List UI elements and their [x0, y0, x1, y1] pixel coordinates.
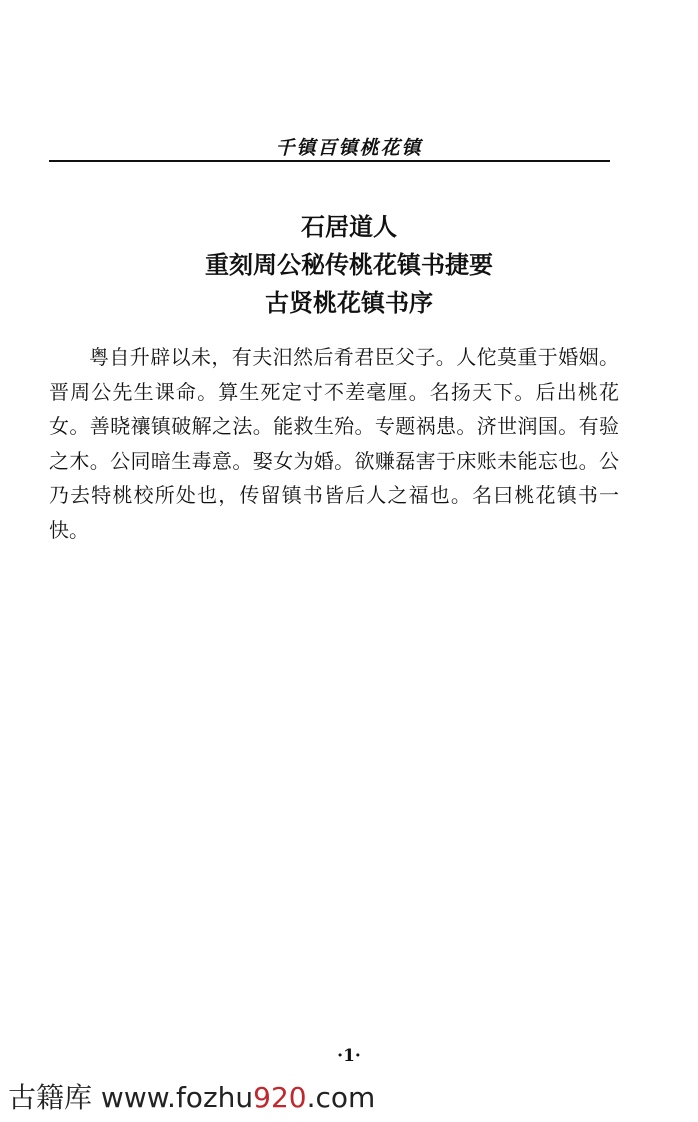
body-text: [49, 340, 619, 547]
page-number: ·1·: [337, 1046, 361, 1066]
watermark-url-digits: 920: [253, 1081, 307, 1114]
watermark: [8, 1076, 375, 1116]
title-block: [0, 208, 698, 322]
watermark-url-suffix: .com: [306, 1081, 376, 1114]
title-line-preface: 古贤桃花镇书序: [265, 289, 433, 317]
watermark-site-name: 古籍库: [8, 1081, 93, 1114]
title-line-author: 石居道人: [301, 213, 397, 241]
running-title: 千镇百镇桃花镇: [275, 137, 423, 159]
header-rule: [49, 160, 610, 162]
body-paragraph: 粤自升辟以未，有夫汨然后肴君臣父子。人佗莫重于婚姻。晋周公先生课命。算生死定寸不差毫厘。名扬天下。后出桃花女。善晓禳镇破解之法。能救生殆。专题祸患。济世润国。有验之木。公同暗生毒意。娶女为婚。欲赚磊害于床账未能忘也。公乃去特桃校所处也，传留镇书皆后人之福也。名曰桃花镇书一快。: [49, 345, 619, 542]
title-line-book: 重刻周公秘传桃花镇书捷要: [205, 251, 493, 279]
watermark-url-prefix: www.fozhu: [100, 1081, 254, 1114]
